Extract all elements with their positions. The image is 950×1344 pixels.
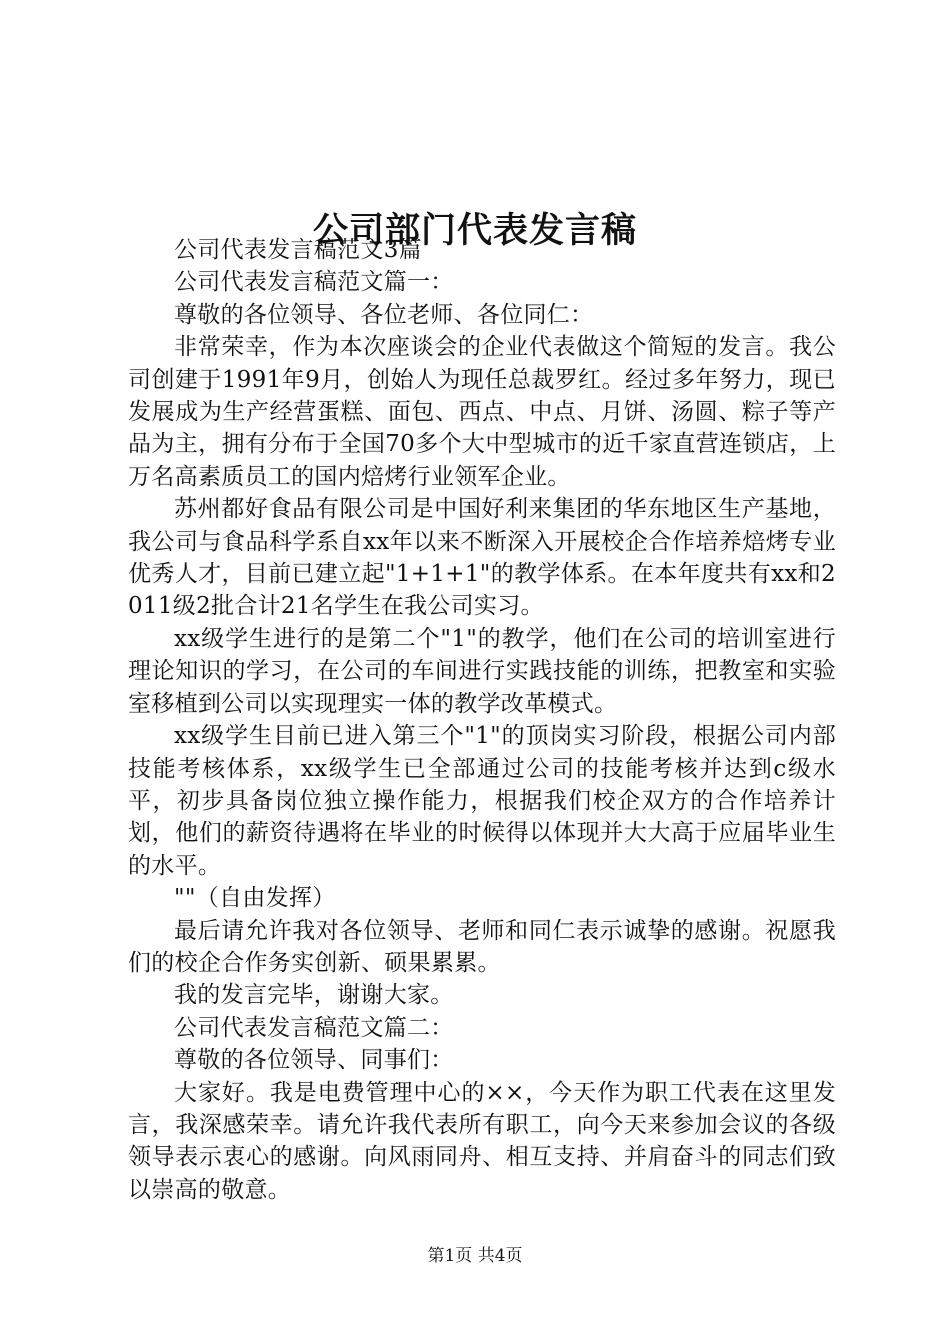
paragraph-suzhou-base: 苏州都好食品有限公司是中国好利来集团的华东地区生产基地，我公司与食品科学系自xx年以来不断深入开展校企合作培养焙烤专业优秀人才，目前已建立起"1+1+1"的教学体系。在本年度共有xx和2011级2批合计21名学生在我公司实习。 — [128, 496, 836, 620]
paragraph-section-one-heading: 公司代表发言稿范文篇一： — [174, 269, 454, 296]
paragraph-free-play: ""（自由发挥） — [174, 885, 336, 912]
paragraph-third-stage: xx级学生目前已进入第三个"1"的顶岗实习阶段，根据公司内部技能考核体系，xx级学生已全部通过公司的技能考核并达到c级水平，初步具备岗位独立操作能力，根据我们校企双方的合作培养计划，他们的薪资待遇将在毕业的时候得以体现并大大高于应届毕业生的水平。 — [128, 723, 836, 879]
paragraph-salutation-two: 尊敬的各位领导、同事们： — [174, 1047, 454, 1074]
paragraph-second-stage: xx级学生进行的是第二个"1"的教学，他们在公司的培训室进行理论知识的学习，在公司的车间进行实践技能的训练，把教室和实验室移植到公司以实现理实一体的教学改革模式。 — [128, 625, 836, 717]
document-title: 公司部门代表发言稿 — [312, 210, 637, 252]
paragraph-greeting: 大家好。我是电费管理中心的××，今天作为职工代表在这里发言，我深感荣幸。请允许我代表所有职工，向今天来参加会议的各级领导表示衷心的感谢。向风雨同舟、相互支持、并肩奋斗的同志们致以崇高的敬意。 — [128, 1079, 836, 1203]
paragraph-closing: 我的发言完毕，谢谢大家。 — [174, 982, 454, 1009]
paragraph-thanks: 最后请允许我对各位领导、老师和同仁表示诚挚的感谢。祝愿我们的校企合作务实创新、硕果累累。 — [128, 917, 836, 976]
paragraph-company-intro: 非常荣幸，作为本次座谈会的企业代表做这个简短的发言。我公司创建于1991年9月，创始人为现任总裁罗红。经过多年努力，现已发展成为生产经营蛋糕、面包、西点、中点、月饼、汤圆、粽子等产品为主，拥有分布于全国70多个大中型城市的近千家直营连锁店，上万名高素质员工的国内焙烤行业领军企业。 — [128, 334, 836, 490]
paragraph-subtitle: 公司代表发言稿范文3篇 — [174, 237, 422, 263]
page-footer: 第1页 共4页 — [427, 1246, 523, 1266]
document-body — [128, 234, 836, 1206]
paragraph-salutation-one: 尊敬的各位领导、各位老师、各位同仁： — [174, 301, 594, 328]
paragraph-section-two-heading: 公司代表发言稿范文篇二： — [174, 1014, 454, 1041]
